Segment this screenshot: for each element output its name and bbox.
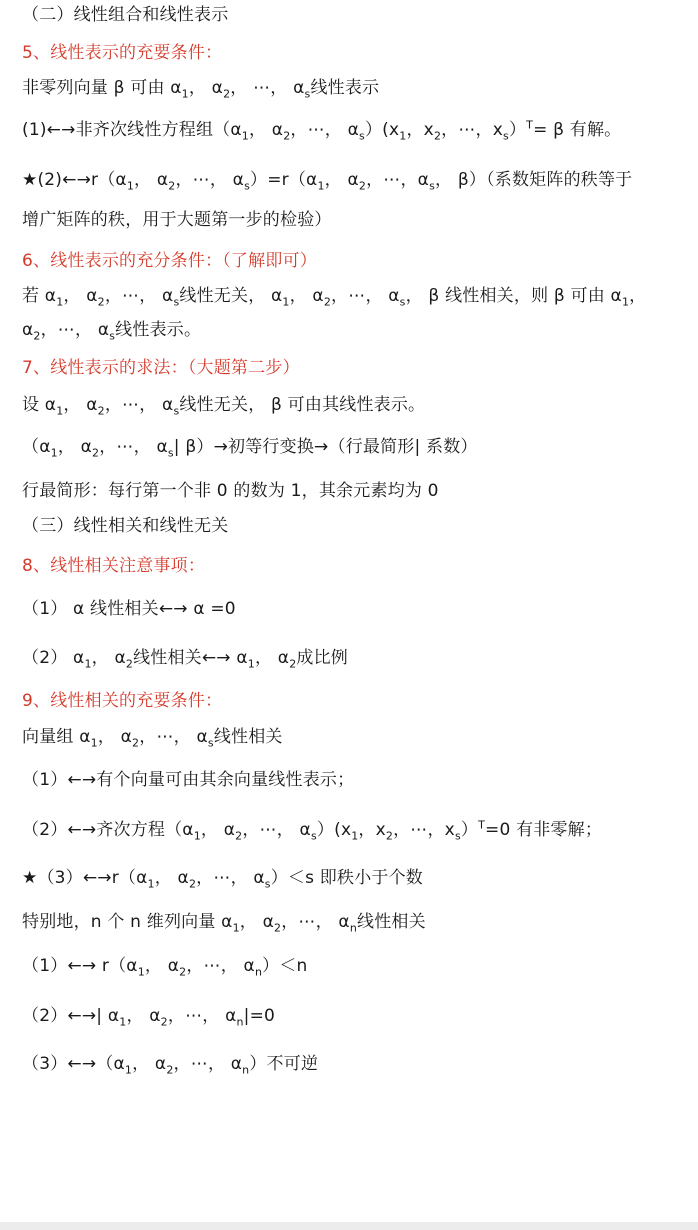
subscript: 2	[274, 921, 282, 935]
text-run: ， α	[144, 956, 180, 976]
subscript: s	[429, 179, 436, 193]
subscript: 1	[56, 404, 64, 418]
text-line	[22, 209, 332, 231]
text-run: （3）←→（α	[22, 1054, 125, 1074]
text-line	[22, 119, 621, 141]
text-run: ，⋯， α	[99, 437, 168, 457]
text-run: ， α	[63, 286, 98, 306]
subscript: s	[167, 446, 174, 460]
text-run: ）	[460, 820, 479, 840]
text-run: ，x	[358, 820, 386, 840]
subscript: 2	[323, 295, 332, 309]
text-run: 线性相关	[357, 912, 426, 932]
text-run: ）=r（α	[250, 170, 318, 190]
subscript: 2	[92, 446, 100, 460]
subscript: s	[244, 179, 250, 193]
text-run: 向量组 α	[22, 727, 91, 747]
text-line	[22, 647, 348, 669]
text-line	[22, 726, 283, 748]
subscript: 1	[56, 295, 64, 309]
subscript: 1	[317, 179, 325, 193]
subscript: 1	[282, 295, 290, 309]
subscript: 1	[399, 129, 407, 143]
text-run: ，⋯，x	[393, 820, 455, 840]
text-run: 线性相关	[213, 727, 283, 747]
subscript: 1	[126, 179, 135, 193]
text-line	[22, 515, 228, 537]
text-run: ）不可逆	[249, 1054, 319, 1074]
subscript: 2	[433, 129, 442, 143]
subscript: 2	[385, 829, 394, 843]
subscript: 2	[223, 87, 231, 101]
subscript: s	[359, 129, 365, 143]
text-run: ，⋯， α	[104, 286, 174, 306]
text-line	[22, 769, 354, 791]
text-run: |=0	[243, 1006, 276, 1026]
text-run: 非零列向量 β 可由 α	[22, 78, 182, 98]
text-run: ， α	[248, 120, 284, 140]
section-heading	[22, 250, 317, 272]
text-run: ， α	[188, 78, 224, 98]
subscript: n	[349, 921, 357, 935]
text-line	[22, 480, 439, 502]
text-run: ，⋯， α	[242, 820, 311, 840]
text-run: ， α	[239, 912, 274, 932]
text-line	[22, 867, 423, 889]
text-run: ， α	[97, 727, 133, 747]
section-heading	[22, 555, 205, 577]
subscript: 1	[90, 736, 98, 750]
text-line	[22, 285, 646, 307]
subscript: n	[242, 1063, 250, 1077]
subscript: 1	[621, 295, 630, 309]
subscript: 2	[283, 129, 291, 143]
subscript: s	[454, 829, 461, 843]
text-run: ，⋯， α	[139, 727, 208, 747]
text-run: ，⋯， α	[331, 286, 400, 306]
subscript: 1	[232, 921, 240, 935]
subscript: 2	[358, 179, 367, 193]
subscript: s	[173, 404, 180, 418]
text-run: (1)←→非齐次线性方程组（α	[22, 120, 242, 140]
text-run: 7、线性表示的求法：（大题第二步）	[22, 358, 300, 378]
text-line	[22, 436, 478, 458]
subscript: s	[310, 829, 317, 843]
subscript: n	[236, 1015, 244, 1029]
text-line	[22, 1005, 275, 1027]
text-run: ， α	[126, 1006, 161, 1026]
text-run: ，⋯，α	[366, 170, 430, 190]
text-run: ，⋯， α	[281, 912, 350, 932]
text-run: ，	[629, 286, 647, 306]
text-run: = β 有解。	[533, 120, 622, 140]
text-run: （2）←→齐次方程（α	[22, 820, 194, 840]
text-line	[22, 4, 228, 26]
subscript: 2	[179, 965, 187, 979]
text-run: （α	[22, 437, 51, 457]
text-run: 增广矩阵的秩，用于大题第一步的检验）	[22, 210, 332, 230]
text-run: 线性相关←→ α	[133, 648, 248, 668]
section-heading	[22, 357, 300, 379]
text-run: α	[22, 320, 34, 340]
subscript: 2	[33, 329, 41, 343]
text-run: ，⋯， α	[173, 1054, 243, 1074]
text-run: 成比例	[296, 648, 348, 668]
text-run: =0 有非零解；	[485, 820, 603, 840]
text-run: ）(x	[316, 820, 352, 840]
text-line	[22, 598, 236, 620]
text-run: ， α	[154, 868, 189, 888]
subscript: 1	[193, 829, 201, 843]
subscript: s	[304, 87, 311, 101]
subscript: 2	[235, 829, 243, 843]
text-run: 行最简形：每行第一个非 0 的数为 1，其余元素均为 0	[22, 481, 439, 501]
text-line	[22, 77, 379, 99]
text-run: ，⋯， α	[175, 170, 245, 190]
text-run: （二）线性组合和线性表示	[22, 5, 229, 25]
text-run: 5、线性表示的充要条件：	[22, 43, 223, 63]
text-run: | β）→初等行变换→（行最简形| 系数）	[173, 437, 478, 457]
text-run: 线性无关， β 可由其线性表示。	[179, 395, 426, 415]
subscript: 2	[289, 657, 297, 671]
text-run: ，x	[406, 120, 434, 140]
subscript: s	[173, 295, 180, 309]
text-run: ， α	[134, 170, 169, 190]
text-run: ， α	[57, 437, 93, 457]
text-run: ）	[508, 120, 527, 140]
subscript: 2	[160, 1015, 168, 1029]
text-line	[22, 819, 602, 841]
text-run: ）＜s 即秩小于个数	[270, 868, 423, 888]
subscript: s	[399, 295, 406, 309]
subscript: 1	[84, 657, 92, 671]
text-run: ★(2)←→r（α	[22, 170, 127, 190]
text-run: （2）←→| α	[22, 1006, 120, 1026]
text-run: ， β 线性相关，则 β 可由 α	[405, 286, 622, 306]
superscript: T	[526, 118, 534, 132]
text-run: 特别地，n 个 n 维列向量 α	[22, 912, 233, 932]
subscript: 2	[166, 1063, 174, 1077]
text-run: ， α	[200, 820, 236, 840]
text-run: ， ⋯， α	[230, 78, 305, 98]
subscript: 2	[188, 877, 197, 891]
subscript: s	[503, 129, 509, 143]
text-run: 若 α	[22, 286, 57, 306]
text-run: （1）←→ r（α	[22, 956, 138, 976]
subscript: n	[254, 965, 263, 979]
text-line	[22, 394, 425, 416]
text-run: ， α	[324, 170, 359, 190]
text-run: 6、线性表示的充分条件：（了解即可）	[22, 251, 317, 271]
subscript: s	[109, 329, 116, 343]
subscript: 1	[137, 965, 145, 979]
bottom-edge	[0, 1222, 698, 1230]
text-run: ，⋯， α	[196, 868, 265, 888]
text-run: ）(x	[364, 120, 400, 140]
text-line	[22, 169, 632, 191]
text-run: ，⋯， α	[104, 395, 174, 415]
text-run: 线性表示	[310, 78, 380, 98]
text-run: ， α	[132, 1054, 167, 1074]
text-run: ，⋯， α	[40, 320, 110, 340]
text-line	[22, 319, 201, 341]
subscript: 1	[247, 657, 255, 671]
text-run: 线性无关， α	[179, 286, 283, 306]
subscript: 1	[147, 877, 155, 891]
text-run: 线性表示。	[115, 320, 202, 340]
subscript: 1	[119, 1015, 127, 1029]
subscript: 1	[50, 446, 58, 460]
subscript: 2	[125, 657, 134, 671]
text-run: ， α	[91, 648, 126, 668]
text-run: ，⋯， α	[186, 956, 255, 976]
text-run: ， β）（系数矩阵的秩等于	[435, 170, 633, 190]
subscript: 2	[132, 736, 140, 750]
superscript: T	[478, 818, 486, 832]
text-run: ★（3）←→r（α	[22, 868, 148, 888]
text-run: （1）←→有个向量可由其余向量线性表示；	[22, 770, 355, 790]
text-run: ，⋯， α	[290, 120, 360, 140]
subscript: s	[207, 736, 214, 750]
subscript: 1	[181, 87, 189, 101]
text-run: 9、线性相关的充要条件：	[22, 691, 223, 711]
text-run: ， α	[254, 648, 290, 668]
section-heading	[22, 690, 222, 712]
text-line	[22, 955, 308, 977]
subscript: 1	[124, 1063, 133, 1077]
text-run: 8、线性相关注意事项：	[22, 556, 206, 576]
text-run: ，⋯，x	[441, 120, 504, 140]
text-run: （2） α	[22, 648, 85, 668]
subscript: 2	[97, 404, 105, 418]
text-run: ）＜n	[262, 956, 308, 976]
subscript: 1	[241, 129, 249, 143]
subscript: s	[264, 877, 271, 891]
text-run: （1） α 线性相关←→ α =0	[22, 599, 236, 619]
text-run: 设 α	[22, 395, 57, 415]
text-line	[22, 911, 426, 933]
section-heading	[22, 42, 222, 64]
text-run: ，⋯， α	[167, 1006, 237, 1026]
subscript: 2	[97, 295, 105, 309]
text-run: ， α	[63, 395, 98, 415]
subscript: 2	[168, 179, 176, 193]
text-line	[22, 1053, 318, 1075]
text-run: ， α	[289, 286, 324, 306]
subscript: 1	[351, 829, 359, 843]
text-run: （三）线性相关和线性无关	[22, 516, 229, 536]
